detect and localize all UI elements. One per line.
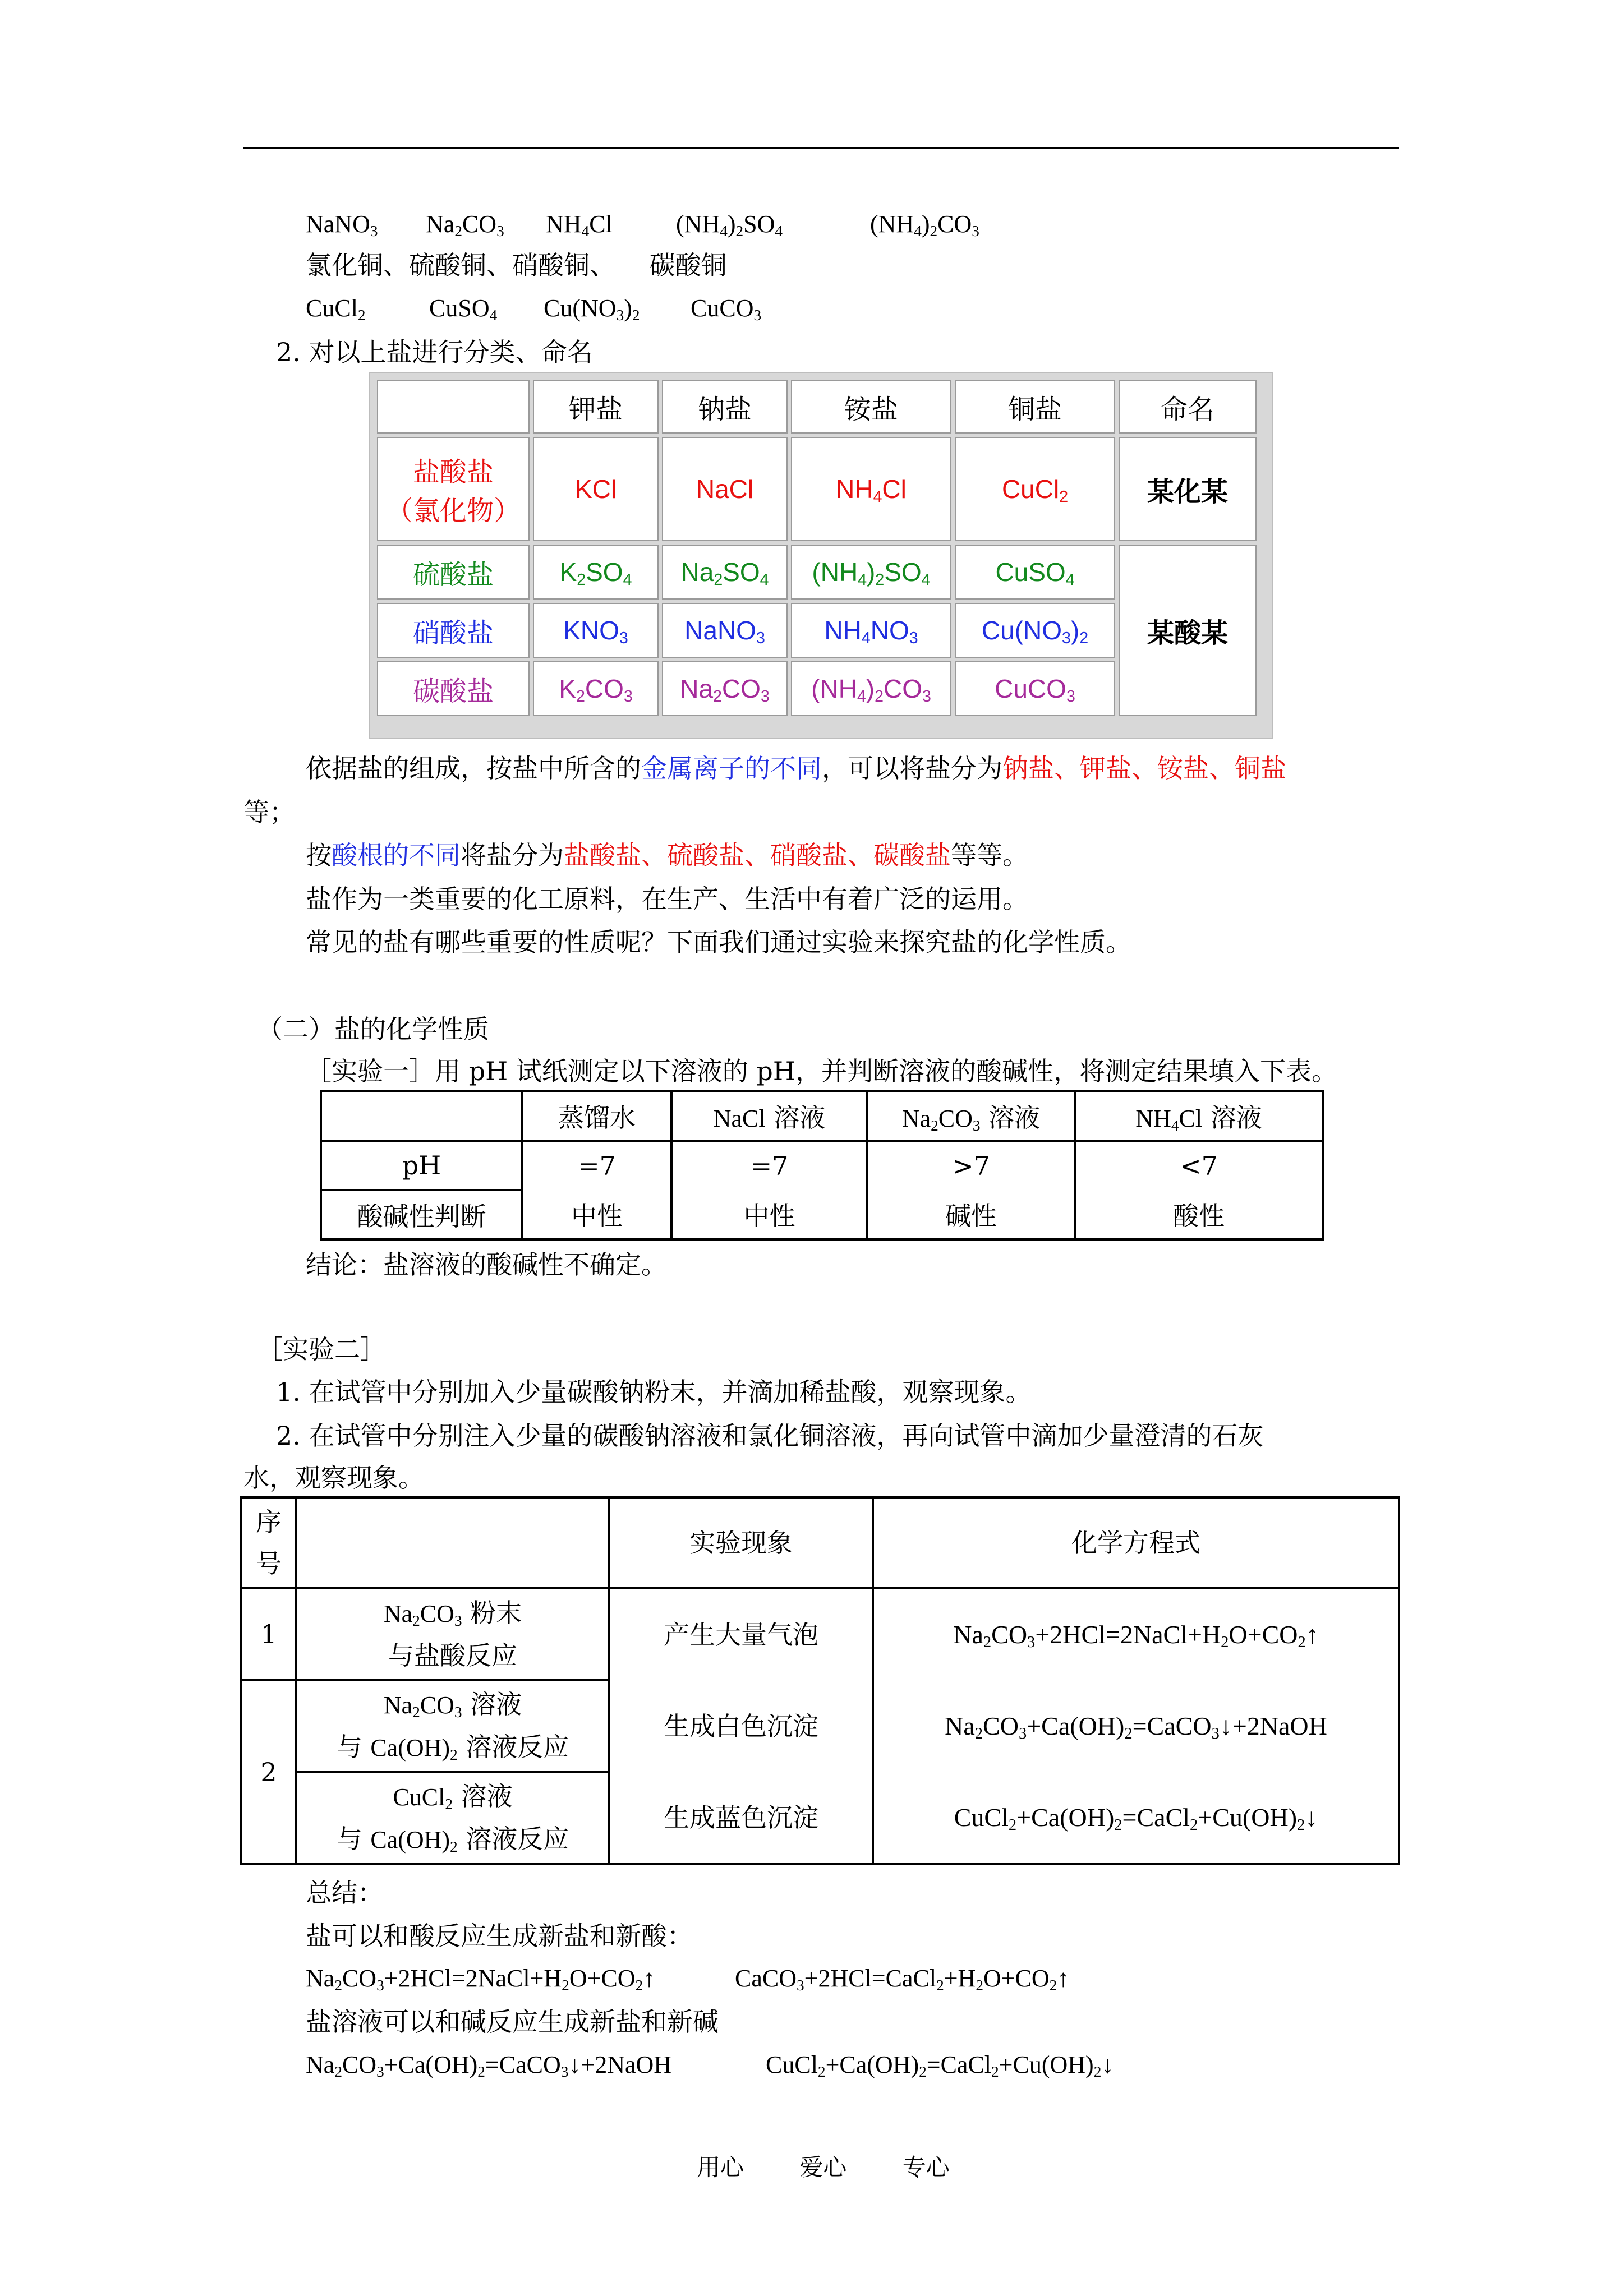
table-cell: 生成蓝色沉淀 (609, 1772, 873, 1864)
table-header-cell: 钠盐 (662, 380, 788, 434)
table-cell: 酸性 (1075, 1190, 1323, 1239)
names-text-last: 碳酸铜 (649, 250, 727, 280)
salt-classification-figure (369, 372, 1273, 739)
table-cell: 产生大量气泡 (609, 1588, 873, 1680)
naming-rule-2: 某酸某 (1119, 545, 1257, 716)
table-cell: 碱性 (867, 1190, 1075, 1239)
paragraph-2 (306, 838, 1028, 872)
salt-cell: $KNO_3$ (533, 603, 659, 658)
highlight-text: 酸根的不同 (332, 840, 461, 870)
salt-cell: $Cu(NO_3)_2$ (955, 603, 1115, 658)
experiment-1-text: ［实验一］用 pH 试纸测定以下溶液的 pH，并判断溶液的酸碱性，将测定结果填入下表。 (306, 1056, 1337, 1086)
footer-text: 用心 (697, 2154, 744, 2181)
item-text: CuCl$_2$ 溶液 (393, 1781, 513, 1813)
table-header-cell: 化学方程式 (873, 1497, 1399, 1588)
row-label-hydrochloride (377, 437, 530, 541)
names-row (306, 248, 727, 282)
row-label-text: 盐酸盐 (412, 457, 494, 488)
table-header-cell: $Na_2CO_3$ 溶液 (867, 1091, 1075, 1141)
table-cell: 生成白色沉淀 (609, 1680, 873, 1772)
table-header-cell: 钾盐 (533, 380, 659, 434)
equation-cell: $Na_2CO_3+Ca(OH)_2=CaCO_3↓+2NaOH$ (873, 1680, 1399, 1772)
equation: $Na_2CO_3+2HCl=2NaCl+H_2O+CO_2↑$ (306, 1965, 656, 1994)
table-cell: 2 (241, 1680, 296, 1864)
text: ，可以将盐分为 (822, 753, 1002, 783)
text: 将盐分为 (461, 840, 564, 870)
item-text: $Na_2CO_3$ 粉末 (383, 1598, 522, 1629)
table-cell: 中性 (671, 1190, 867, 1239)
header-text: 序 (256, 1507, 282, 1537)
experiment-table (240, 1496, 1400, 1865)
section-heading: （二）盐的化学性质 (257, 1014, 489, 1044)
row-label-sub: （氯化物） (385, 495, 521, 527)
salt-cell: NaNO$_3$ (662, 603, 788, 658)
summary-acid-line: 盐可以和酸反应生成新盐和新酸： (306, 1921, 693, 1951)
table-cell: 1 (241, 1588, 296, 1680)
highlight-text: 金属离子的不同 (641, 753, 822, 783)
table-header-cell (377, 380, 530, 434)
text: 等等。 (951, 840, 1028, 870)
footer-text: 专心 (902, 2154, 950, 2181)
experiment-2-step-2: 2. 在试管中分别注入少量的碳酸钠溶液和氯化铜溶液，再向试管中滴加少量澄清的石灰 (276, 1421, 1264, 1451)
table-header-cell: 铵盐 (791, 380, 951, 434)
item-text: 与 $Ca(OH)_2$ 溶液反应 (336, 1732, 569, 1763)
naming-rule-1: 某化某 (1119, 437, 1257, 541)
salt-cell: CuCl$_2$ (955, 437, 1115, 541)
equation-cell: $Na_2CO_3+2HCl=2NaCl+H_2O+CO_2↑$ (873, 1588, 1399, 1680)
item-2-heading: 2. 对以上盐进行分类、命名 (276, 337, 593, 367)
summary-base-line: 盐溶液可以和碱反应生成新盐和新碱 (306, 2007, 719, 2037)
table-header-cell (241, 1497, 296, 1588)
formula: $NH_4Cl$ (546, 210, 613, 239)
salt-cell: $Na_2SO_4$ (662, 545, 788, 600)
conclusion-text: 结论：盐溶液的酸碱性不确定。 (306, 1250, 667, 1280)
formula: $Cu(NO_3)_2$ (544, 294, 640, 324)
salt-cell: KCl (533, 437, 659, 541)
salt-cell: $(NH_4)_2CO_3$ (791, 661, 951, 716)
salt-cell: CuSO$_4$ (955, 545, 1115, 600)
paragraph-3: 盐作为一类重要的化工原料，在生产、生活中有着广泛的运用。 (306, 884, 1028, 914)
text: 依据盐的组成，按盐中所含的 (306, 753, 641, 783)
salt-cell: CuCO$_3$ (955, 661, 1115, 716)
equation: $CuCl_2+Ca(OH)_2=CaCl_2+Cu(OH)_2↓$ (766, 2051, 1114, 2080)
table-cell: <7 (1075, 1141, 1323, 1190)
table-cell: pH (321, 1141, 522, 1190)
text: 按 (306, 840, 332, 870)
table-cell: =7 (522, 1141, 671, 1190)
formula: NaNO$_3$ (306, 210, 378, 239)
table-cell (296, 1588, 609, 1680)
table-cell (321, 1091, 522, 1141)
paragraph-4: 常见的盐有哪些重要的性质呢？下面我们通过实验来探究盐的化学性质。 (306, 927, 1131, 957)
salt-cell: $K_2SO_4$ (533, 545, 659, 600)
table-header-cell: 命名 (1119, 380, 1257, 434)
experiment-2-step-2-cont: 水，观察现象。 (243, 1463, 424, 1493)
formula: CuCO$_3$ (691, 294, 762, 324)
salt-classification-table (374, 376, 1260, 720)
table-header-cell: 铜盐 (955, 380, 1115, 434)
highlight-text: 钠盐、钾盐、铵盐、铜盐 (1002, 753, 1286, 783)
table-header-cell (296, 1497, 609, 1588)
salt-cell: $NH_4NO_3$ (791, 603, 951, 658)
table-cell (296, 1772, 609, 1864)
table-header-cell: $NH_4Cl$ 溶液 (1075, 1091, 1323, 1141)
item-text: 与 $Ca(OH)_2$ 溶液反应 (336, 1824, 569, 1855)
header-rule (243, 147, 1399, 149)
header-text: 号 (256, 1548, 282, 1579)
table-cell: =7 (671, 1141, 867, 1190)
formula: CuSO$_4$ (429, 294, 498, 324)
salt-cell: $Na_2CO_3$ (662, 661, 788, 716)
experiment-2-heading: ［实验二］ (257, 1334, 386, 1364)
equation-cell: $CuCl_2+Ca(OH)_2=CaCl_2+Cu(OH)_2↓$ (873, 1772, 1399, 1864)
row-label-nitrate: 硝酸盐 (377, 603, 530, 658)
highlight-text: 盐酸盐、硫酸盐、硝酸盐、碳酸盐 (564, 840, 951, 870)
paragraph-1-cont: 等； (243, 797, 295, 827)
table-cell: 中性 (522, 1190, 671, 1239)
row-label-carbonate: 碳酸盐 (377, 661, 530, 716)
table-header-cell: NaCl 溶液 (671, 1091, 867, 1141)
salt-cell: NaCl (662, 437, 788, 541)
salt-cell: $(NH_4)_2SO_4$ (791, 545, 951, 600)
equation: $Na_2CO_3+Ca(OH)_2=CaCO_3↓+2NaOH$ (306, 2051, 672, 2080)
row-label-sulfate: 硫酸盐 (377, 545, 530, 600)
footer-text: 爱心 (799, 2154, 847, 2181)
formula: CuCl$_2$ (306, 294, 366, 324)
summary-title: 总结： (306, 1878, 383, 1908)
names-text: 氯化铜、硫酸铜、硝酸铜、 (306, 250, 615, 280)
table-header-cell: 实验现象 (609, 1497, 873, 1588)
experiment-2-step-1: 1. 在试管中分别加入少量碳酸钠粉末，并滴加稀盐酸，观察现象。 (276, 1377, 1032, 1407)
table-header-cell: 蒸馏水 (522, 1091, 671, 1141)
table-cell: 酸碱性判断 (321, 1190, 522, 1239)
table-cell: >7 (867, 1141, 1075, 1190)
equation: $CaCO_3+2HCl=CaCl_2+H_2O+CO_2↑$ (735, 1965, 1070, 1994)
item-text: 与盐酸反应 (388, 1640, 517, 1671)
paragraph-1 (306, 751, 1286, 785)
ph-table (320, 1090, 1324, 1241)
formula: $Na_2CO_3$ (426, 210, 504, 239)
salt-cell: $NH_4Cl$ (791, 437, 951, 541)
formula: $(NH_4)_2CO_3$ (870, 210, 979, 239)
table-cell (296, 1680, 609, 1772)
footer (697, 2151, 950, 2184)
salt-cell: $K_2CO_3$ (533, 661, 659, 716)
formula: $(NH_4)_2SO_4$ (676, 210, 783, 239)
item-text: $Na_2CO_3$ 溶液 (383, 1689, 522, 1721)
